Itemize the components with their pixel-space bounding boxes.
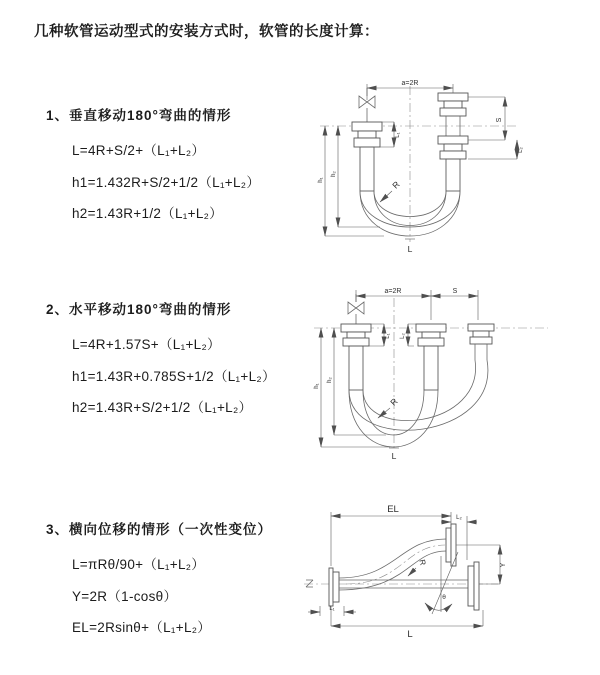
radius-label: R [417, 558, 428, 567]
section-3-formulas [46, 549, 272, 644]
hose-braid [349, 346, 363, 390]
formula-h2: h2=1.43R+1/2（L₁+L₂） [72, 206, 223, 221]
break-mark [306, 580, 313, 587]
section-1 [46, 104, 260, 230]
section-1-formulas [46, 135, 260, 230]
formula-l: L=4R+1.57S+（L₁+L₂） [72, 337, 221, 352]
dim-label-span: a=2R [401, 80, 419, 87]
radius-label: R [390, 179, 402, 191]
radius-label: R [388, 396, 400, 408]
dim-el [331, 504, 451, 566]
length-label: L [407, 244, 413, 254]
u-bend-hose [349, 360, 488, 447]
right-fitting [468, 324, 494, 360]
dim-label-l1: L₁ [385, 333, 391, 339]
dim-s [431, 288, 478, 296]
left-fitting [352, 122, 382, 191]
dim-label-l: L [407, 629, 413, 640]
section-3 [46, 518, 272, 644]
dim-span [356, 288, 478, 320]
left-fitting [341, 324, 371, 390]
diagram-vertical-180-bend [312, 74, 592, 256]
dim-label-h1: h₁ [314, 383, 320, 389]
dim-label-h1: h₁ [318, 177, 324, 183]
theta-label: θ [442, 594, 446, 601]
dim-label-h2: h₂ [331, 171, 337, 177]
formula-y: Y=2R（1-cosθ） [72, 588, 178, 604]
dim-y [456, 545, 507, 584]
hose-braid [446, 159, 460, 191]
curved-hose [339, 539, 446, 590]
radius-callout [408, 559, 427, 576]
diagram-horizontal-180-bend [308, 282, 593, 460]
dim-label-span: a=2R [384, 288, 402, 295]
hose-braid [360, 147, 374, 191]
formula-l: L=πRθ/90+（L₁+L₂） [72, 557, 206, 572]
dim-label-l1: L₁ [395, 132, 401, 138]
section-3-heading: 3、横向位移的情形（一次性变位） [46, 522, 273, 537]
formula-h1: h1=1.432R+S/2+1/2（L₁+L₂） [72, 174, 261, 190]
dim-label-l2: L₂ [456, 515, 462, 521]
radius-callout [378, 396, 400, 418]
dim-l2 [400, 324, 416, 346]
right-fitting-lower [438, 136, 468, 191]
dim-label-s: S [496, 117, 503, 123]
dim-label-el: EL [387, 504, 399, 515]
section-2-heading: 2、水平移动180°弯曲的情形 [46, 302, 232, 317]
formula-l: L=4R+S/2+（L₁+L₂） [72, 143, 206, 158]
right-fitting-upper [438, 93, 468, 136]
hose-braid [424, 346, 438, 390]
dim-label-l2: L₂ [400, 333, 406, 339]
dim-label-h2: h₂ [327, 377, 333, 383]
page-title: 几种软管运动型式的安装方式时，软管的长度计算： [34, 24, 379, 40]
dim-l1 [369, 324, 391, 346]
dim-l [331, 606, 483, 640]
middle-fitting [416, 324, 446, 390]
dim-label-l2: L₂ [518, 147, 524, 153]
formula-h2: h2=1.43R+S/2+1/2（L₁+L₂） [72, 400, 253, 415]
right-flange [468, 562, 479, 610]
dim-label-s: S [452, 288, 458, 295]
formula-el: EL=2Rsinθ+（L₁+L₂） [72, 620, 212, 635]
radius-callout [380, 179, 402, 202]
section-2-formulas [46, 329, 276, 424]
centerlines [320, 86, 518, 242]
dim-s [468, 97, 505, 140]
diagram-lateral-displacement [298, 500, 600, 642]
dim-l2 [468, 140, 524, 159]
section-1-heading: 1、垂直移动180°弯曲的情形 [46, 108, 232, 123]
dim-label-l1: L₁ [329, 606, 335, 612]
formula-h1: h1=1.43R+0.785S+1/2（L₁+L₂） [72, 368, 276, 384]
length-callout [389, 448, 399, 460]
left-flange [329, 568, 339, 606]
dim-label-y: Y [500, 562, 507, 568]
length-label: L [391, 451, 397, 460]
section-2 [46, 298, 276, 424]
dim-l1 [308, 606, 356, 616]
